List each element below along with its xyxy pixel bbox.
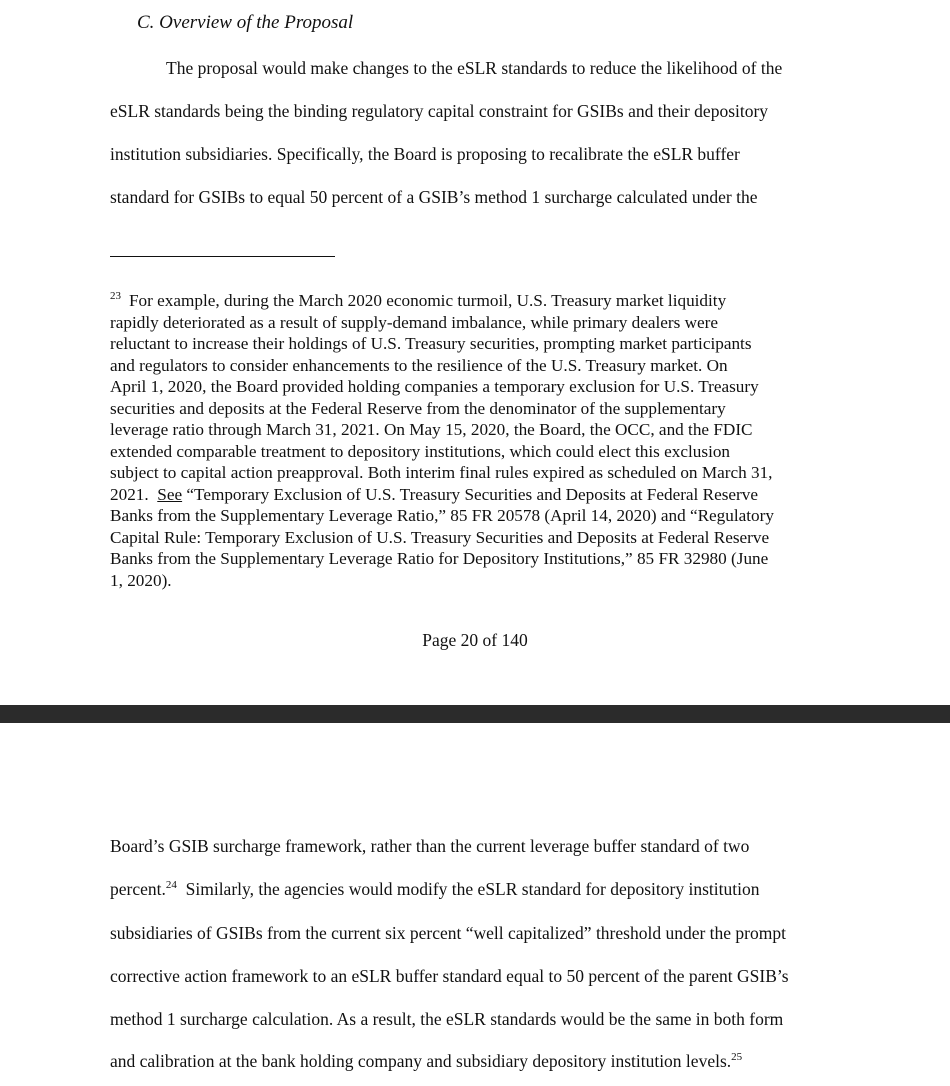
body-line-4: standard for GSIBs to equal 50 percent of a GSIB’s method 1 surcharge calculated under the bbox=[110, 187, 758, 207]
footnote-line bbox=[110, 527, 842, 549]
footnote-line bbox=[110, 355, 842, 377]
footnote-separator bbox=[110, 256, 335, 257]
footnote-line-text: and regulators to consider enhancements to the resilience of the U.S. Treasury market. On bbox=[110, 355, 728, 375]
footnote-line-text: leverage ratio through March 31, 2021. On May 15, 2020, the Board, the OCC, and the FDIC bbox=[110, 420, 753, 439]
footnote-line bbox=[110, 505, 842, 527]
see-signal: See bbox=[157, 484, 183, 504]
body-line-2: eSLR standards being the binding regulatory capital constraint for GSIBs and their depository bbox=[110, 101, 769, 121]
footnote-line bbox=[110, 333, 842, 355]
page-number: Page 20 of 140 bbox=[422, 630, 528, 650]
body-line-2 bbox=[110, 879, 759, 900]
body-line-4: corrective action framework to an eSLR buffer standard equal to 50 percent of the parent GSIB’s bbox=[110, 966, 789, 986]
document-page-21 bbox=[0, 723, 950, 1086]
footnote-line-text: securities and deposits at the Federal Reserve from the denominator of the supplementary bbox=[110, 398, 726, 418]
footnote-line bbox=[110, 376, 842, 398]
footnote-line bbox=[110, 548, 842, 570]
footnote-line bbox=[110, 398, 842, 420]
footnote-line-text: extended comparable treatment to depository institutions, which could elect this exclusion bbox=[110, 441, 731, 461]
footnote-ref-25[interactable]: 25 bbox=[731, 1051, 743, 1064]
page-break-separator bbox=[0, 705, 950, 723]
footnote-line-text: April 1, 2020, the Board provided holding companies a temporary exclusion for U.S. Treasury bbox=[110, 377, 759, 396]
footnote-line bbox=[110, 484, 842, 506]
body-text: percent. bbox=[110, 879, 166, 899]
body-line-1: The proposal would make changes to the eSLR standards to reduce the likelihood of the bbox=[166, 58, 783, 78]
footnote-line: 23 For example, during the March 2020 economic turmoil, U.S. Treasury market liquidity bbox=[110, 290, 727, 310]
body-text: and calibration at the bank holding company and subsidiary depository institution levels. bbox=[110, 1051, 732, 1071]
body-text: Similarly, the agencies would modify the eSLR standard for depository institution bbox=[176, 879, 760, 899]
footnote-line-text: “Temporary Exclusion of U.S. Treasury Securities and Deposits at Federal Reserve bbox=[182, 484, 758, 504]
footnote-line bbox=[110, 462, 842, 484]
footnote-line-text: Capital Rule: Temporary Exclusion of U.S. Treasury Securities and Deposits at Federal Reserve bbox=[110, 527, 770, 547]
body-line-6 bbox=[110, 1051, 742, 1072]
footnote-line bbox=[110, 441, 842, 463]
footnote-line-text: Banks from the Supplementary Leverage Ratio for Depository Institutions,” 85 FR 32980 (June bbox=[110, 549, 769, 568]
footnote-23 bbox=[110, 290, 842, 591]
footnote-line-text: reluctant to increase their holdings of U.S. Treasury securities, prompting market participants bbox=[110, 334, 752, 353]
body-line-1: Board’s GSIB surcharge framework, rather than the current leverage buffer standard of two bbox=[110, 836, 750, 856]
footnote-line-text: 1, 2020). bbox=[110, 570, 172, 590]
footnote-line-text: Banks from the Supplementary Leverage Ratio,” 85 FR 20578 (April 14, 2020) and “Regulatory bbox=[110, 506, 774, 525]
body-line-5: method 1 surcharge calculation. As a result, the eSLR standards would be the same in both form bbox=[110, 1009, 784, 1029]
footnote-line-text: rapidly deteriorated as a result of supply-demand imbalance, while primary dealers were bbox=[110, 312, 719, 332]
body-line-3: subsidiaries of GSIBs from the current six percent “well capitalized” threshold under the prompt bbox=[110, 923, 786, 943]
body-line-3: institution subsidiaries. Specifically, the Board is proposing to recalibrate the eSLR buffer bbox=[110, 144, 740, 164]
footnote-line bbox=[110, 570, 842, 592]
footnote-line bbox=[110, 419, 842, 441]
footnote-line-text: 2021. bbox=[110, 484, 158, 504]
footnote-line-text: subject to capital action preapproval. Both interim final rules expired as scheduled on March 31, bbox=[110, 463, 773, 482]
section-heading: C. Overview of the Proposal bbox=[137, 12, 354, 33]
footnote-line bbox=[110, 312, 842, 334]
footnote-ref-24[interactable]: 24 bbox=[165, 879, 177, 892]
footnote-line-text: For example, during the March 2020 economic turmoil, U.S. Treasury market liquidity bbox=[129, 291, 727, 310]
